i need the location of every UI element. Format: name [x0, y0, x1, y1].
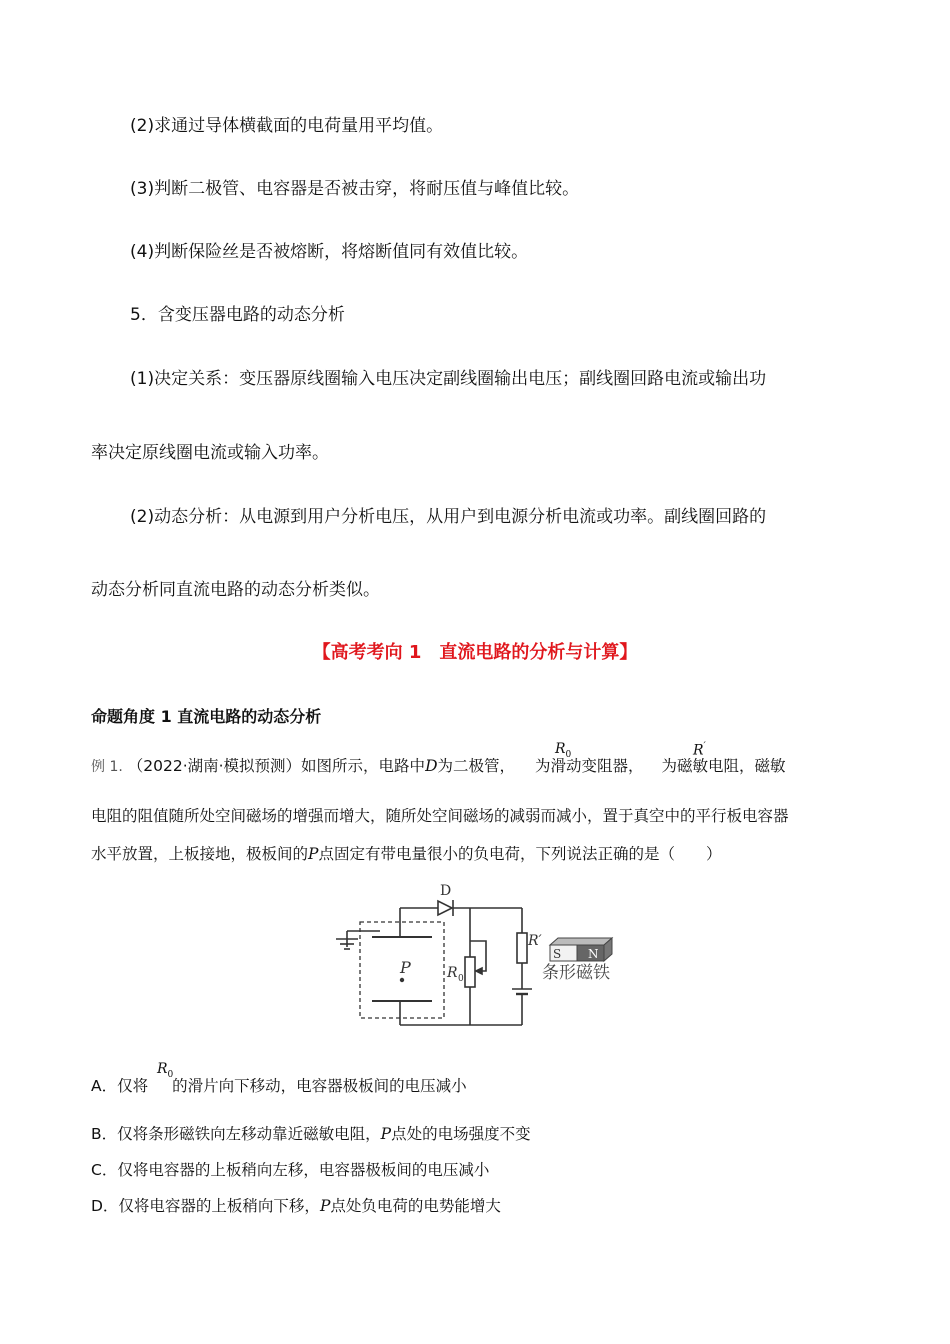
- example-text-c: 为磁敏电阻，磁敏: [661, 757, 786, 775]
- example-line2: 电阻的阻值随所处空间磁场的增强而增大，随所处空间磁场的减弱而减小，置于真空中的平行板电容器: [91, 807, 789, 825]
- magnet-top: [550, 938, 612, 945]
- r0-label: R: [447, 965, 458, 981]
- section-heading: 【高考考向 1 直流电路的分析与计算】: [312, 642, 638, 663]
- sub-heading: 命题角度 1 直流电路的动态分析: [91, 707, 322, 726]
- paragraph-4: (4)判断保险丝是否被熔断，将熔断值同有效值比较。: [130, 242, 529, 262]
- option-a-r0-symbol: $R_0$: [157, 1061, 174, 1080]
- r0-slider-arrow: [476, 968, 482, 974]
- magnet-s-label: S: [553, 947, 562, 961]
- var-d: D: [425, 757, 438, 775]
- rprime-resistor: [517, 933, 527, 963]
- decision-relation-line1: (1)决定关系：变压器原线圈输入电压决定副线圈输出电压；副线圈回路电流或输出功: [130, 369, 767, 389]
- section-5-title: 5．含变压器电路的动态分析: [130, 305, 345, 325]
- option-d: D．仅将电容器的上板稍向下移，P点处负电荷的电势能增大: [91, 1197, 501, 1215]
- diode-label: D: [440, 883, 452, 899]
- example-label: 例 1.: [91, 759, 123, 775]
- diode-triangle: [438, 901, 452, 915]
- option-c: C．仅将电容器的上板稍向左移，电容器极板间的电压减小: [91, 1161, 490, 1179]
- example-text-b: 为滑动变阻器，: [535, 757, 644, 775]
- example-source: （2022·湖南·模拟预测）如图所示，电路中: [127, 757, 426, 775]
- r0-resistor: [465, 957, 475, 987]
- dynamic-analysis-line2: 动态分析同直流电路的动态分析类似。: [91, 580, 380, 600]
- rprime-label: R′: [528, 933, 542, 949]
- paragraph-3: (3)判断二极管、电容器是否被击穿，将耐压值与峰值比较。: [130, 179, 580, 199]
- option-a: A．仅将 的滑片向下移动，电容器极板间的电压减小: [91, 1077, 467, 1095]
- decision-relation-line2: 率决定原线圈电流或输入功率。: [91, 443, 329, 463]
- point-p-label: P: [400, 958, 411, 977]
- magnet-caption: 条形磁铁: [542, 963, 610, 983]
- magnet-n-label: N: [588, 947, 599, 961]
- paragraph-2: (2)求通过导体横截面的电荷量用平均值。: [130, 116, 444, 136]
- r0-label-sub: 0: [458, 974, 464, 984]
- point-p-dot: [400, 978, 404, 982]
- circuit-diagram: [320, 875, 630, 1035]
- dynamic-analysis-line1: (2)动态分析：从电源到用户分析电压，从用户到电源分析电流或功率。副线圈回路的: [130, 507, 767, 527]
- example-line3: 水平放置，上板接地，极板间的P点固定有带电量很小的负电荷，下列说法正确的是（ ）: [91, 845, 722, 863]
- example-text-a: 为二极管，: [437, 757, 516, 775]
- option-b: B．仅将条形磁铁向左移动靠近磁敏电阻，P点处的电场强度不变: [91, 1125, 531, 1143]
- example-line1: [91, 754, 786, 779]
- r0-symbol: $R_0$: [555, 741, 572, 760]
- var-p: P: [308, 845, 319, 863]
- rprime-symbol: R′: [693, 741, 706, 759]
